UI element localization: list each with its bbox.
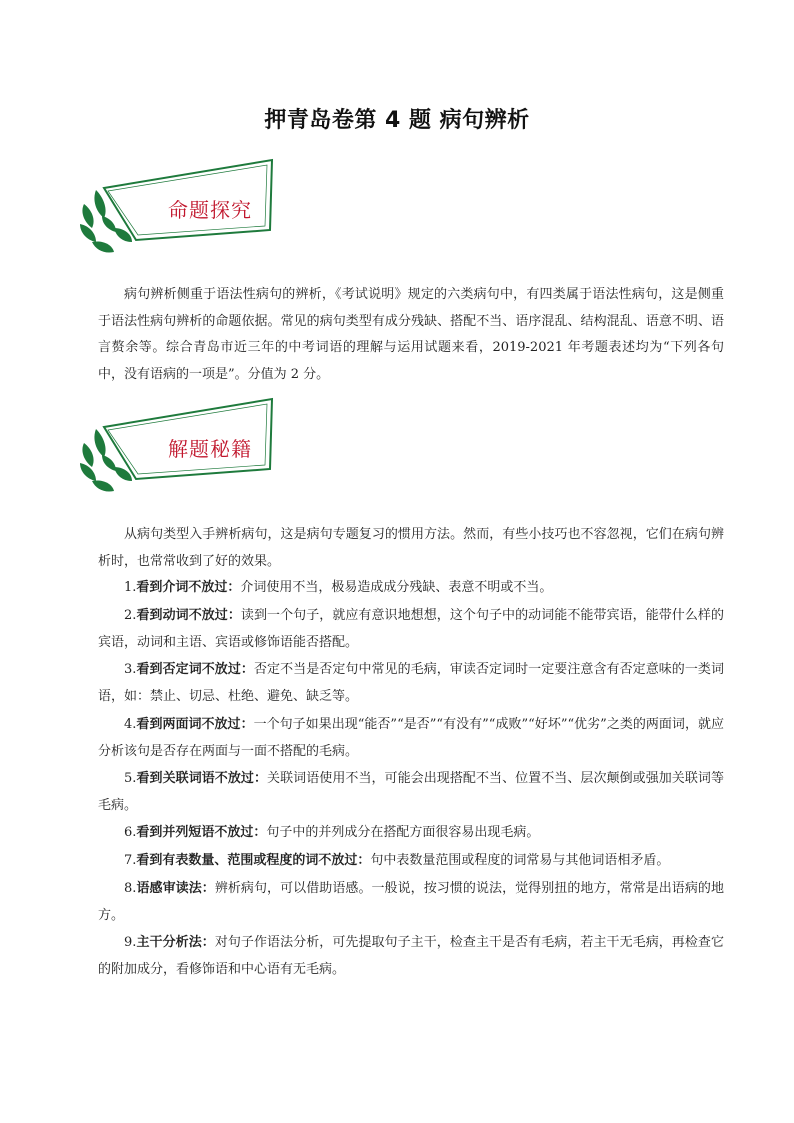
tip-number: 3. [124,662,137,677]
tip-number: 8. [124,881,137,896]
tip-key: 主干分析法： [136,935,215,950]
tip-item [98,848,724,875]
tip-item [98,575,724,602]
tip-item [98,603,724,656]
section-label: 解题秘籍 [168,437,252,461]
tip-item [98,657,724,710]
tip-item [98,820,724,847]
intro-paragraph: 病句辨析侧重于语法性病句的辨析，《考试说明》规定的六类病句中，有四类属于语法性病句，这是侧重于语法性病句辨析的命题依据。常见的病句类型有成分残缺、搭配不当、语序混乱、结构混乱、语意不明、语言赘余等。综合青岛市近三年的中考词语的理解与运用试题来看，2019-2021 年考题表述均为“下列各句中，没有语病的一项是”。分值为 2 分。 [98,287,724,382]
tip-key: 看到两面词不放过： [136,717,254,732]
tip-number: 2. [124,608,137,623]
tip-key: 看到并列短语不放过： [136,825,267,840]
tip-key: 看到介词不放过： [136,580,241,595]
tip-key: 看到关联词语不放过： [136,771,268,786]
tip-text: 否定不当是否定句中常见的毛病，审读否定词时一定要注意含有否定意味的一类词语，如：禁止、切忌、杜绝、避免、缺乏等。 [98,662,724,704]
tip-text: 对句子作语法分析，可先提取句子主干，检查主干是否有毛病，若主干无毛病，再检查它的附加成分，看修饰语和中心语有无毛病。 [98,935,724,977]
tip-number: 7. [124,853,137,868]
tip-key: 语感审读法： [136,881,215,896]
tip-number: 9. [124,935,137,950]
tip-text: 一个句子如果出现“能否”“是否”“有没有”“成败”“好坏”“优劣”之类的两面词，就应分析该句是否存在两面与一面不搭配的毛病。 [98,717,724,759]
tip-number: 4. [124,717,137,732]
tip-key: 看到动词不放过： [136,608,241,623]
tip-key: 看到否定词不放过： [136,662,254,677]
tip-text: 句中表数量范围或程度的词常易与其他词语相矛盾。 [370,853,670,868]
tip-text: 读到一个句子，就应有意识地想想，这个句子中的动词能不能带宾语，能带什么样的宾语，动词和主语、宾语或修饰语能否搭配。 [98,608,724,650]
tip-number: 6. [124,825,137,840]
tip-number: 5. [124,771,137,786]
tip-item [98,876,724,929]
tip-text: 关联词语使用不当，可能会出现搭配不当、位置不当、层次颠倒或强加关联词等毛病。 [98,771,724,813]
section-badge-tips [74,397,284,507]
tip-key: 看到有表数量、范围或程度的词不放过： [136,853,371,868]
tip-text: 辨析病句，可以借助语感。一般说，按习惯的说法，觉得别扭的地方，常常是出语病的地方。 [98,881,724,923]
tip-item [98,712,724,765]
tip-text: 句子中的并列成分在搭配方面很容易出现毛病。 [266,825,540,840]
tip-item [98,930,724,983]
section-label: 命题探究 [168,198,252,222]
tip-number: 1. [124,580,137,595]
page-title: 押青岛卷第 4 题 病句辨析 [264,108,530,133]
tip-text: 介词使用不当，极易造成成分残缺、表意不明或不当。 [240,580,553,595]
tip-item [98,766,724,819]
section-badge-proposition [74,158,284,268]
tips-intro-paragraph: 从病句类型入手辨析病句，这是病句专题复习的惯用方法。然而，有些小技巧也不容忽视，它们在病句辨析时，也常常收到了好的效果。 [98,527,724,569]
